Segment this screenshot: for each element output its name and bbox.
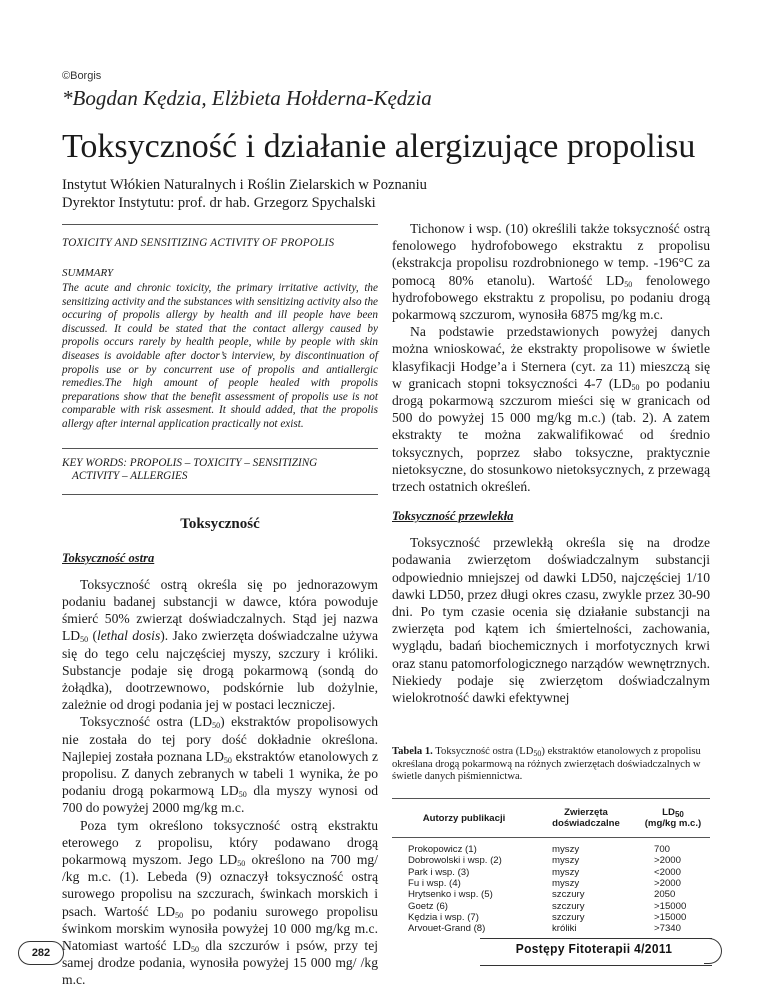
header-authors: Autorzy publikacji — [392, 799, 536, 838]
institution: Instytut Włókien Naturalnych i Roślin Zielarskich w Poznaniu — [62, 177, 427, 193]
copyright-label: ©Borgis — [62, 70, 102, 82]
abstract-top-rule — [62, 224, 378, 225]
section-heading-toxicity: Toksyczność — [180, 515, 260, 532]
animals-cell: myszy myszy myszy myszy szczury szczury szczury króliki — [536, 838, 636, 935]
article-title: Toksyczność i działanie alergizujące propolisu — [62, 128, 696, 165]
journal-name: Postępy Fitoterapii 4/2011 — [515, 941, 673, 956]
table-caption: Tabela 1. Toksyczność ostra $(LD_{50})$ ekstraktów etanolowych z propolisu określana drogą pokarmową na różnych zwierzętach doświadczalnych w świetle danych piśmiennictwa. — [392, 746, 701, 783]
subheading-chronic: Toksyczność przewlekła — [392, 509, 514, 524]
header-ld50: $LD_{50}$ (mg/kg m.c.) — [636, 799, 710, 838]
page-number: 282 — [18, 941, 64, 965]
toxicity-table — [392, 798, 710, 934]
paragraph: Poza tym określono toksyczność ostrą ekstraktu eterowego z propolisu, który podawano drogą pokarmową myszom. Jego $LD_{50}$ określono na 700 mg/ /kg m.c. (1). Lebeda (9) oznaczył toksyczność ostrą surowego propolisu na szczurach, świnkach morskich i psach. Wartość $LD_{50}$ po podaniu surowego propolisu świnkom morskim wynosiła powyżej 10 000 mg/kg m.c. Natomiast wartość $LD_{50}$ dla szczurów i psów, przy tej samej drodze podania, wynosiła powyżej 15 000 mg/ /kg m.c. — [62, 817, 379, 988]
left-column — [62, 224, 378, 989]
paragraph: Toksyczność ostra $(LD_{50})$ ekstraktów propolisowych nie została do tej pory dość dokładnie określona. Najlepiej została poznana $LD_{50}$ ekstraktów etanolowych z propolisu. Z danych zebranych w tabeli 1 wynika, że po podaniu drogą pokarmową $LD_{50}$ dla myszy wynosi od 700 do powyżej 2000 mg/kg m.c. — [62, 714, 378, 816]
english-title: TOXICITY AND SENSITIZING ACTIVITY OF PROPOLIS — [62, 237, 335, 249]
summary-heading: SUMMARY — [62, 267, 114, 279]
ld50-cell: 700 >2000 <2000 >2000 2050 >15000 >15000 >7340 — [636, 838, 710, 935]
right-column — [392, 220, 710, 934]
abstract-bottom-rule — [62, 494, 378, 495]
right-text-top — [392, 220, 710, 495]
journal-footer — [480, 938, 728, 966]
paragraph: Toksyczność przewlekłą określa się na drodze podawania zwierzętom doświadczalnym substancji odpowiednio mniejszej od dawki LD50, najczęściej 1/10 dawki LD50, przez długi okres czasu, zwykle przez 30-90 dni. Po tym czasie ocenia się działanie substancji na zwierzęta pod kątem ich śmiertelności, zachowania, wyglądu, badań biochemicznych i morfotycznych krwi oraz stanu patomorfologicznego narządów wewnętrznych. Niekiedy podaje się zwierzętom doświadczalnym wielokrotność dawki efektywnej — [392, 535, 710, 706]
director: Dyrektor Instytutu: prof. dr hab. Grzegorz Spychalski — [62, 195, 376, 211]
subheading-acute: Toksyczność ostra — [62, 550, 155, 565]
paragraph: Tichonow i wsp. (10) określili także toksyczność ostrą fenolowego hydrofobowego ekstraktu z propolisu (ekstrakcja propolisu rozdrobnionego w temp. -196°C za pomocą 80% etanolu). Wartość $LD_{50}$ fenolowego hydrofobowego ekstraktu z propolisu, po podaniu drogą pokarmową szczurom, wynosiła 6875 mg/kg m.c. — [392, 221, 710, 323]
paragraph: Na podstawie przedstawionych powyżej danych można wnioskować, że ekstrakty propolisowe w świetle klasyfikacji Hodge’a i Sternera (cyt. za 11) mieszczą się w granicach stopni toksyczności 4-7 ($LD_{50}$ po podaniu drogą pokarmową szczurom mieści się w granicach od 500 do powyżej 15 000 mg/kg m.c.) (tab. 2). A zatem ekstrakty te można zakwalifikować od średnio toksycznych, poprzez słabo toksyczne, praktycznie nietoksyczne, do stosunkowo nietoksycznych, z przewagą trzech ostatnich określeń. — [392, 324, 711, 495]
institution-block — [62, 176, 427, 212]
chronic-toxicity-text — [392, 534, 710, 706]
acute-toxicity-text — [62, 576, 378, 989]
journal-frame-end — [704, 938, 722, 964]
keywords — [62, 457, 378, 484]
table-body-row — [392, 838, 710, 935]
authors-cell: Prokopowicz (1) Dobrowolski i wsp. (2) Park i wsp. (3) Fu i wsp. (4) Hrytsenko i wsp. (5) Goetz (6) Kędzia i wsp. (7) Arvouet-Grand (8) — [392, 838, 536, 935]
summary-text: The acute and chronic toxicity, the primary irritative activity, the sensitizing activity and the substances with sensitizing activity also the occuring of propolis allergy by health and ill people have been discussed. It could be stated that the contact allergy caused by propolis occurs rarely by health people, while by people with skin diseases is avoidable after doctor’s interview, by discontinuation of propolis use or by concurrent use of propolis and antiallergic remedies.The high amount of people healed with propolis preparations show that the benefit assessment of propolis use is not comparable with risk assesment. It should added, that the propolis allergy after internal application practically not exist. — [62, 282, 379, 430]
header-animals: Zwierzęta doświadczalne — [536, 799, 636, 838]
keywords-line-1: KEY WORDS: PROPOLIS – TOXICITY – SENSITIZING — [62, 456, 318, 469]
table-header-row — [392, 799, 710, 838]
keywords-line-2: ACTIVITY – ALLERGIES — [72, 470, 188, 483]
paragraph: Toksyczność ostrą określa się po jednorazowym podaniu badanej substancji w dawce, która powoduje śmierć 50% zwierząt doświadczalnych. Stąd jej nazwa $LD_{50}$ (lethal dosis). Jako zwierzęta doświadczalne używa się do tego celu najczęściej myszy, szczury i króliki. Substancje podaje się drogą pokarmową (sondą do żołądka), dootrzewnowo, podskórnie lub dożylnie, zależnie od drogi podania jej w postaci leczniczej. — [62, 576, 378, 713]
keywords-rule — [62, 448, 378, 449]
authors: *Bogdan Kędzia, Elżbieta Hołderna-Kędzia — [62, 86, 432, 110]
